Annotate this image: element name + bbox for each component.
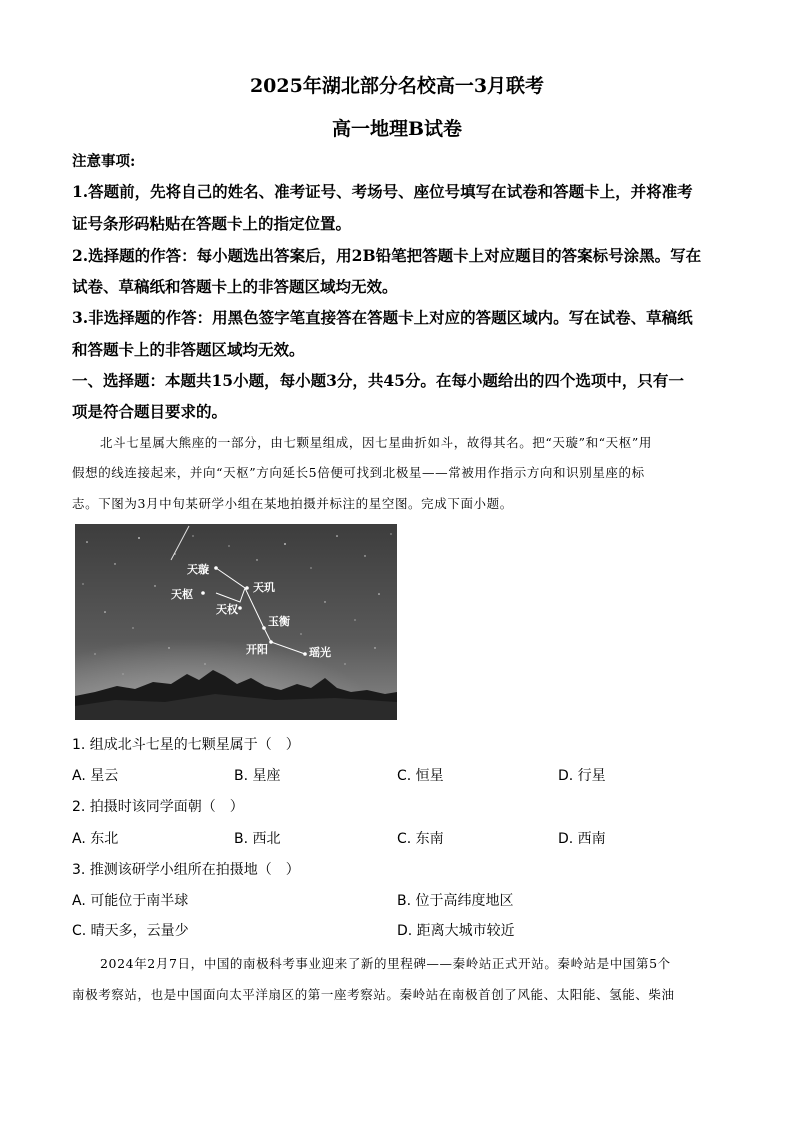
label-tianxuan: 天璇 [187, 563, 209, 576]
question-2-option-d: D. 西南 [558, 831, 606, 847]
label-kaiyang: 开阳 [246, 643, 268, 656]
question-3-option-b: B. 位于高纬度地区 [397, 893, 514, 909]
question-2-option-b: B. 西北 [234, 831, 281, 847]
star-map-photo [75, 524, 397, 720]
star-tianxuan [214, 566, 218, 570]
star-yaoguang [303, 652, 307, 656]
question-1-option-c: C. 恒星 [397, 768, 444, 784]
star-tianquan [238, 606, 242, 610]
passage-line: 2024年2月7日，中国的南极科考事业迎来了新的里程碑——秦岭站正式开站。秦岭站是中国第5个 [100, 956, 671, 971]
passage-line: 北斗七星属大熊座的一部分，由七颗星组成，因七星曲折如斗，故得其名。把“天璇”和“天枢”用 [100, 435, 652, 450]
passage-line: 假想的线连接起来，并向“天枢”方向延长5倍便可找到北极星——常被用作指示方向和识别星座的标 [72, 465, 645, 480]
question-3-option-d: D. 距离大城市较近 [397, 923, 515, 939]
notice-line: 试卷、草稿纸和答题卡上的非答题区域均无效。 [72, 277, 398, 296]
question-2-option-a: A. 东北 [72, 831, 119, 847]
label-tianji: 天玑 [253, 581, 275, 594]
section-heading: 项是符合题目要求的。 [72, 402, 228, 421]
star-tianshu [201, 591, 205, 595]
passage-line: 志。下图为3月中旬某研学小组在某地拍摄并标注的星空图。完成下面小题。 [72, 496, 513, 511]
notice-line: 证号条形码粘贴在答题卡上的指定位置。 [72, 214, 352, 233]
question-3-option-a: A. 可能位于南半球 [72, 893, 189, 909]
star-map-illustration [75, 524, 397, 720]
star-kaiyang [269, 640, 273, 644]
label-tianquan: 天权 [216, 603, 238, 616]
label-yuheng: 玉衡 [268, 615, 290, 628]
question-3-stem: 3. 推测该研学小组所在拍摄地（ ） [72, 862, 300, 878]
question-2-stem: 2. 拍摄时该同学面朝（ ） [72, 799, 244, 815]
label-tianshu: 天枢 [171, 588, 193, 601]
notice-heading: 注意事项: [72, 153, 136, 170]
notice-line: 2.选择题的作答：每小题选出答案后，用2B铅笔把答题卡上对应题目的答案标号涂黑。写在 [72, 246, 702, 265]
question-3-option-c: C. 晴天多，云量少 [72, 923, 189, 939]
label-yaoguang: 瑶光 [309, 646, 331, 659]
star-tianji [245, 586, 249, 590]
question-1-option-d: D. 行星 [558, 768, 606, 784]
question-1-option-a: A. 星云 [72, 768, 119, 784]
question-1-stem: 1. 组成北斗七星的七颗星属于（ ） [72, 737, 300, 753]
question-2-option-c: C. 东南 [397, 831, 444, 847]
section-heading: 一、选择题：本题共15小题，每小题3分，共45分。在每小题给出的四个选项中，只有一 [72, 371, 684, 390]
star-yuheng [262, 626, 266, 630]
question-1-option-b: B. 星座 [234, 768, 281, 784]
passage-line: 南极考察站，也是中国面向太平洋扇区的第一座考察站。秦岭站在南极首创了风能、太阳能、氢能、柴油 [72, 987, 675, 1002]
exam-subtitle: 高一地理B试卷 [331, 118, 463, 140]
exam-title: 2025年湖北部分名校高一3月联考 [249, 75, 545, 97]
notice-line: 1.答题前，先将自己的姓名、准考证号、考场号、座位号填写在试卷和答题卡上，并将准考 [72, 182, 693, 201]
notice-line: 3.非选择题的作答：用黑色签字笔直接答在答题卡上对应的答题区域内。写在试卷、草稿纸 [72, 308, 693, 327]
notice-line: 和答题卡上的非答题区域均无效。 [72, 340, 305, 359]
